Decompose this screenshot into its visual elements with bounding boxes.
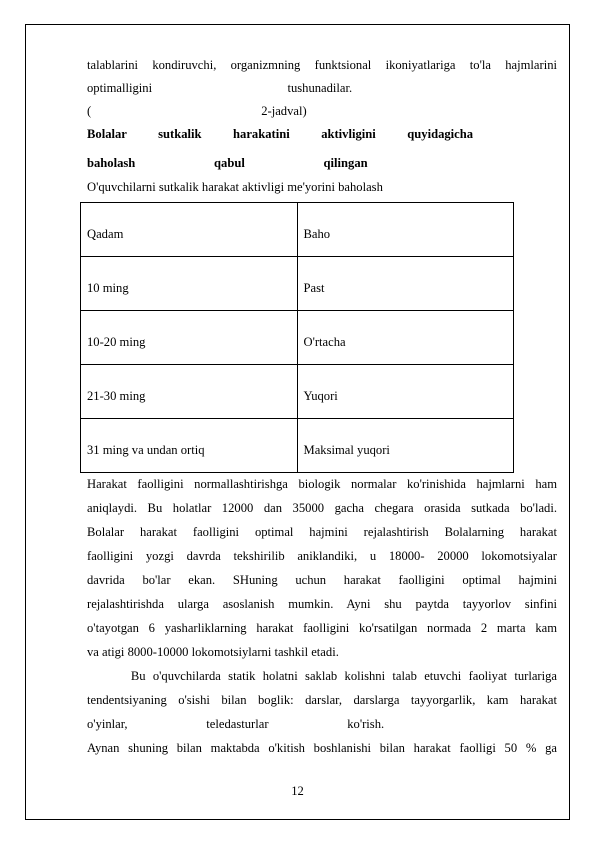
paragraph-line: aniqlaydi. Bu holatlar 12000 dan 35000 gacha chegara orasida sutkada bo'ladi.	[87, 501, 557, 515]
table-cell: 31 ming va undan ortiq	[81, 419, 298, 473]
paragraph-line: va atigi 8000-10000 lokomotsiylarni tashkil etadi.	[87, 645, 339, 659]
table-cell: 10-20 ming	[81, 311, 298, 365]
paragraph-line: o'yinlar, teledasturlar ko'rish.	[87, 717, 385, 731]
table-header-cell: Qadam	[81, 203, 298, 257]
section-heading: Bolalar sutkalik harakatini aktivligini quyidagicha	[87, 127, 474, 141]
table-cell: Past	[297, 257, 514, 311]
assessment-table	[80, 202, 514, 473]
table-header-cell: Baho	[297, 203, 514, 257]
table-row	[81, 311, 514, 365]
paragraph-line: faolligini yozgi davrda tekshirilib aniklandiki, u 18000- 20000 lokomotsiyalar	[87, 549, 557, 563]
paragraph-line: Bu o'quvchilarda statik holatni saklab kolishni talab etuvchi faoliyat turlariga	[87, 669, 557, 683]
paragraph-line: o'tayotgan 6 yasharliklarning harakat faolligini ko'rsatilgan normada 2 marta kam	[87, 621, 557, 635]
table-reference: ( 2-jadval)	[87, 104, 307, 118]
table-row	[81, 365, 514, 419]
paragraph-line: Harakat faolligini normallashtirishga biologik normalar ko'rinishida hajmlarni ham	[87, 477, 557, 491]
table-cell: O'rtacha	[297, 311, 514, 365]
paragraph-line: Bolalar harakat faolligini optimal hajmini rejalashtirish Bolalarning harakat	[87, 525, 557, 539]
table-caption: O'quvchilarni sutkalik harakat aktivligi me'yorini baholash	[87, 180, 383, 194]
table-row	[81, 257, 514, 311]
table-cell: Maksimal yuqori	[297, 419, 514, 473]
table-cell: 21-30 ming	[81, 365, 298, 419]
paragraph-line: talablarini kondiruvchi, organizmning funktsional ikoniyatlariga to'la hajmlarini	[87, 58, 557, 72]
table-cell: 10 ming	[81, 257, 298, 311]
section-heading: baholash qabul qilingan	[87, 156, 368, 170]
table-row	[81, 419, 514, 473]
paragraph-line: Aynan shuning bilan maktabda o'kitish boshlanishi bilan harakat faolligi 50 % ga	[87, 741, 557, 755]
table-cell: Yuqori	[297, 365, 514, 419]
paragraph-line: davrida bo'lar ekan. SHuning uchun harakat faolligini optimal hajmini	[87, 573, 557, 587]
paragraph-line: rejalashtirishda ularga asoslanish mumkin. Ayni shu paytda tayyorlov sinfini	[87, 597, 557, 611]
paragraph-line: tendentsiyaning o'sishi bilan boglik: darslar, darslarga tayyorgarlik, kam harakat	[87, 693, 557, 707]
paragraph-line: optimalligini tushunadilar.	[87, 81, 353, 95]
table-header-row	[81, 203, 514, 257]
page-number: 12	[291, 784, 304, 798]
